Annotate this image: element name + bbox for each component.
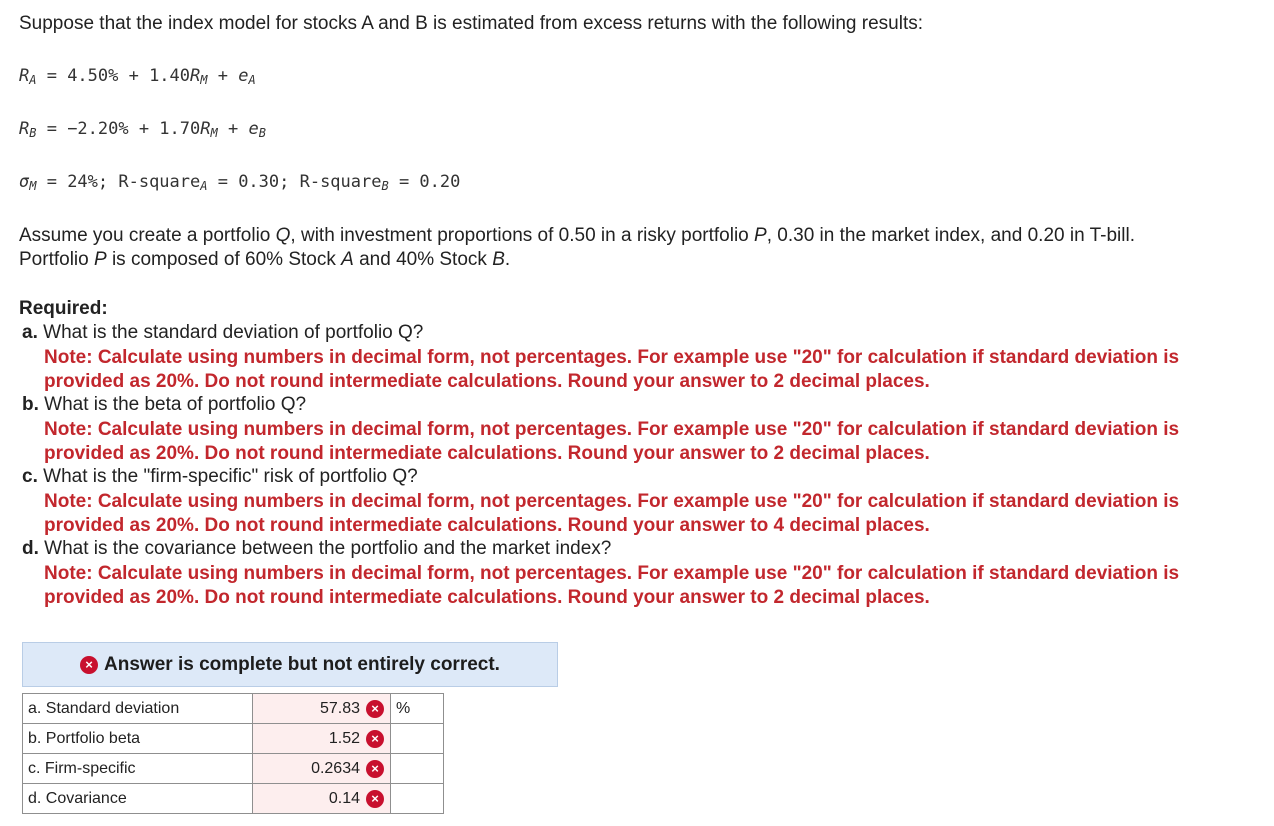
- answer-unit: %: [391, 694, 444, 724]
- answer-unit: [391, 724, 444, 754]
- note-a: Note: Calculate using numbers in decimal form, not percentages. For example use "20" for calculation if standard deviation is provided as 20%. Do not round intermediate calculations. Round your answer to 2 decimal places.: [44, 347, 1180, 392]
- answer-input-beta[interactable]: 1.52 ×: [253, 724, 391, 754]
- equation-ra: $R_A = 4.50\% + 1.40R_M + e_A$: [19, 66, 256, 87]
- question-c: c. What is the "firm-specific" risk of portfolio Q?: [22, 466, 418, 487]
- answer-unit: [391, 754, 444, 784]
- answer-status-text: Answer is complete but not entirely correct.: [104, 653, 500, 675]
- question-a: a. What is the standard deviation of portfolio Q?: [22, 322, 424, 343]
- assumption-text: [19, 224, 1269, 272]
- answer-label: a. Standard deviation: [23, 694, 253, 724]
- answer-label: c. Firm-specific: [23, 754, 253, 784]
- answer-table: [22, 693, 444, 814]
- table-row: [23, 724, 444, 754]
- equation-sigma: $\sigma_M = 24\%$; R-square$_A$ = 0.30; R-square$_B$ = 0.20: [19, 172, 461, 193]
- assumption-line-1: Assume you create a portfolio Q, with investment proportions of 0.50 in a risky portfolio P, 0.30 in the market index, and 0.20 in T-bill.: [19, 225, 1135, 246]
- incorrect-x-icon: ×: [366, 790, 384, 808]
- required-heading: Required:: [19, 298, 108, 319]
- table-row: [23, 694, 444, 724]
- incorrect-x-icon: ×: [366, 760, 384, 778]
- question-b: b. What is the beta of portfolio Q?: [22, 394, 307, 415]
- problem-intro: Suppose that the index model for stocks A and B is estimated from excess returns with the following results:: [19, 13, 924, 34]
- table-row: [23, 754, 444, 784]
- equation-rb: $R_B = -2.20\% + 1.70R_M + e_B$: [19, 119, 266, 140]
- answer-input-covariance[interactable]: 0.14 ×: [253, 784, 391, 814]
- answer-label: b. Portfolio beta: [23, 724, 253, 754]
- assumption-line-2: Portfolio P is composed of 60% Stock A and 40% Stock B.: [19, 249, 511, 270]
- question-d: d. What is the covariance between the portfolio and the market index?: [22, 538, 612, 559]
- answer-input-std-dev[interactable]: 57.83 ×: [253, 694, 391, 724]
- answer-status-banner: [22, 642, 558, 687]
- answer-input-firm-specific[interactable]: 0.2634 ×: [253, 754, 391, 784]
- incorrect-x-icon: ×: [366, 730, 384, 748]
- answer-unit: [391, 784, 444, 814]
- table-row: [23, 784, 444, 814]
- answer-label: d. Covariance: [23, 784, 253, 814]
- note-b: Note: Calculate using numbers in decimal form, not percentages. For example use "20" for calculation if standard deviation is provided as 20%. Do not round intermediate calculations. Round your answer to 2 decimal places.: [44, 419, 1180, 464]
- incorrect-x-icon: ×: [366, 700, 384, 718]
- note-d: Note: Calculate using numbers in decimal form, not percentages. For example use "20" for calculation if standard deviation is provided as 20%. Do not round intermediate calculations. Round your answer to 2 decimal places.: [44, 563, 1180, 608]
- error-x-icon: ×: [80, 656, 98, 674]
- note-c: Note: Calculate using numbers in decimal form, not percentages. For example use "20" for calculation if standard deviation is provided as 20%. Do not round intermediate calculations. Round your answer to 4 decimal places.: [44, 491, 1180, 536]
